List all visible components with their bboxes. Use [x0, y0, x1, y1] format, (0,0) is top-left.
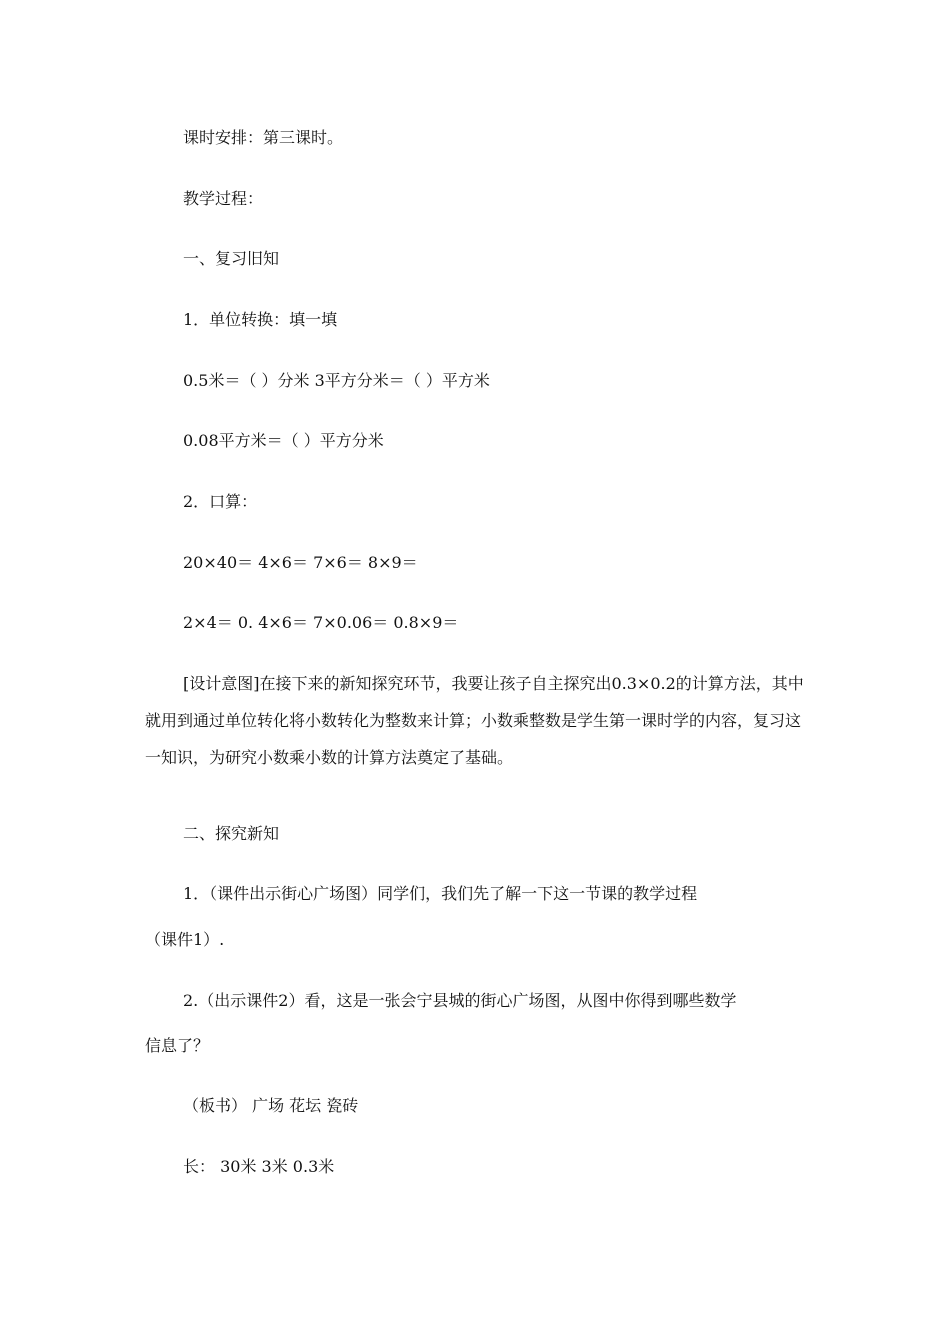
section-review-heading: 一、复习旧知 [183, 249, 280, 268]
calculation-line-2: 2×4＝ 0. 4×6＝ 7×0.06＝ 0.8×9＝ [183, 613, 459, 632]
design-intent-paragraph: [设计意图]在接下来的新知探究环节，我要让孩子自主探究出0.3×0.2的计算方法，其中就用到通过单位转化将小数转化为整数来计算；小数乘整数是学生第一课时学的内容，复习这一知识，为研究小数乘小数的计算方法奠定了基础。 [145, 674, 804, 767]
calculation-line-1: 20×40＝ 4×6＝ 7×6＝ 8×9＝ [183, 553, 418, 572]
step-1-line-b: （课件1）. [145, 930, 225, 949]
board-writing-line: （板书） 广场 花坛 瓷砖 [183, 1096, 359, 1115]
step-2-line-b: 信息了？ [145, 1036, 210, 1055]
step-1-line-a: 1．（课件出示街心广场图）同学们，我们先了解一下这一节课的教学过程 [183, 884, 698, 903]
conversion-line-2: 0.08平方米＝（ ）平方分米 [183, 431, 384, 450]
step-2-line-a: 2.（出示课件2）看，这是一张会宁县城的街心广场图，从图中你得到哪些数学 [183, 991, 737, 1010]
teaching-process-heading: 教学过程： [183, 189, 264, 208]
conversion-line-1: 0.5米＝（ ）分米 3平方分米＝（ ）平方米 [183, 371, 490, 390]
lesson-schedule: 课时安排：第三课时。 [183, 128, 344, 147]
mental-math-item: 2．口算： [183, 492, 258, 511]
unit-conversion-item: 1．单位转换：填一填 [183, 310, 338, 329]
section-explore-heading: 二、探究新知 [183, 824, 280, 843]
length-line: 长： 30米 3米 0.3米 [183, 1157, 335, 1176]
